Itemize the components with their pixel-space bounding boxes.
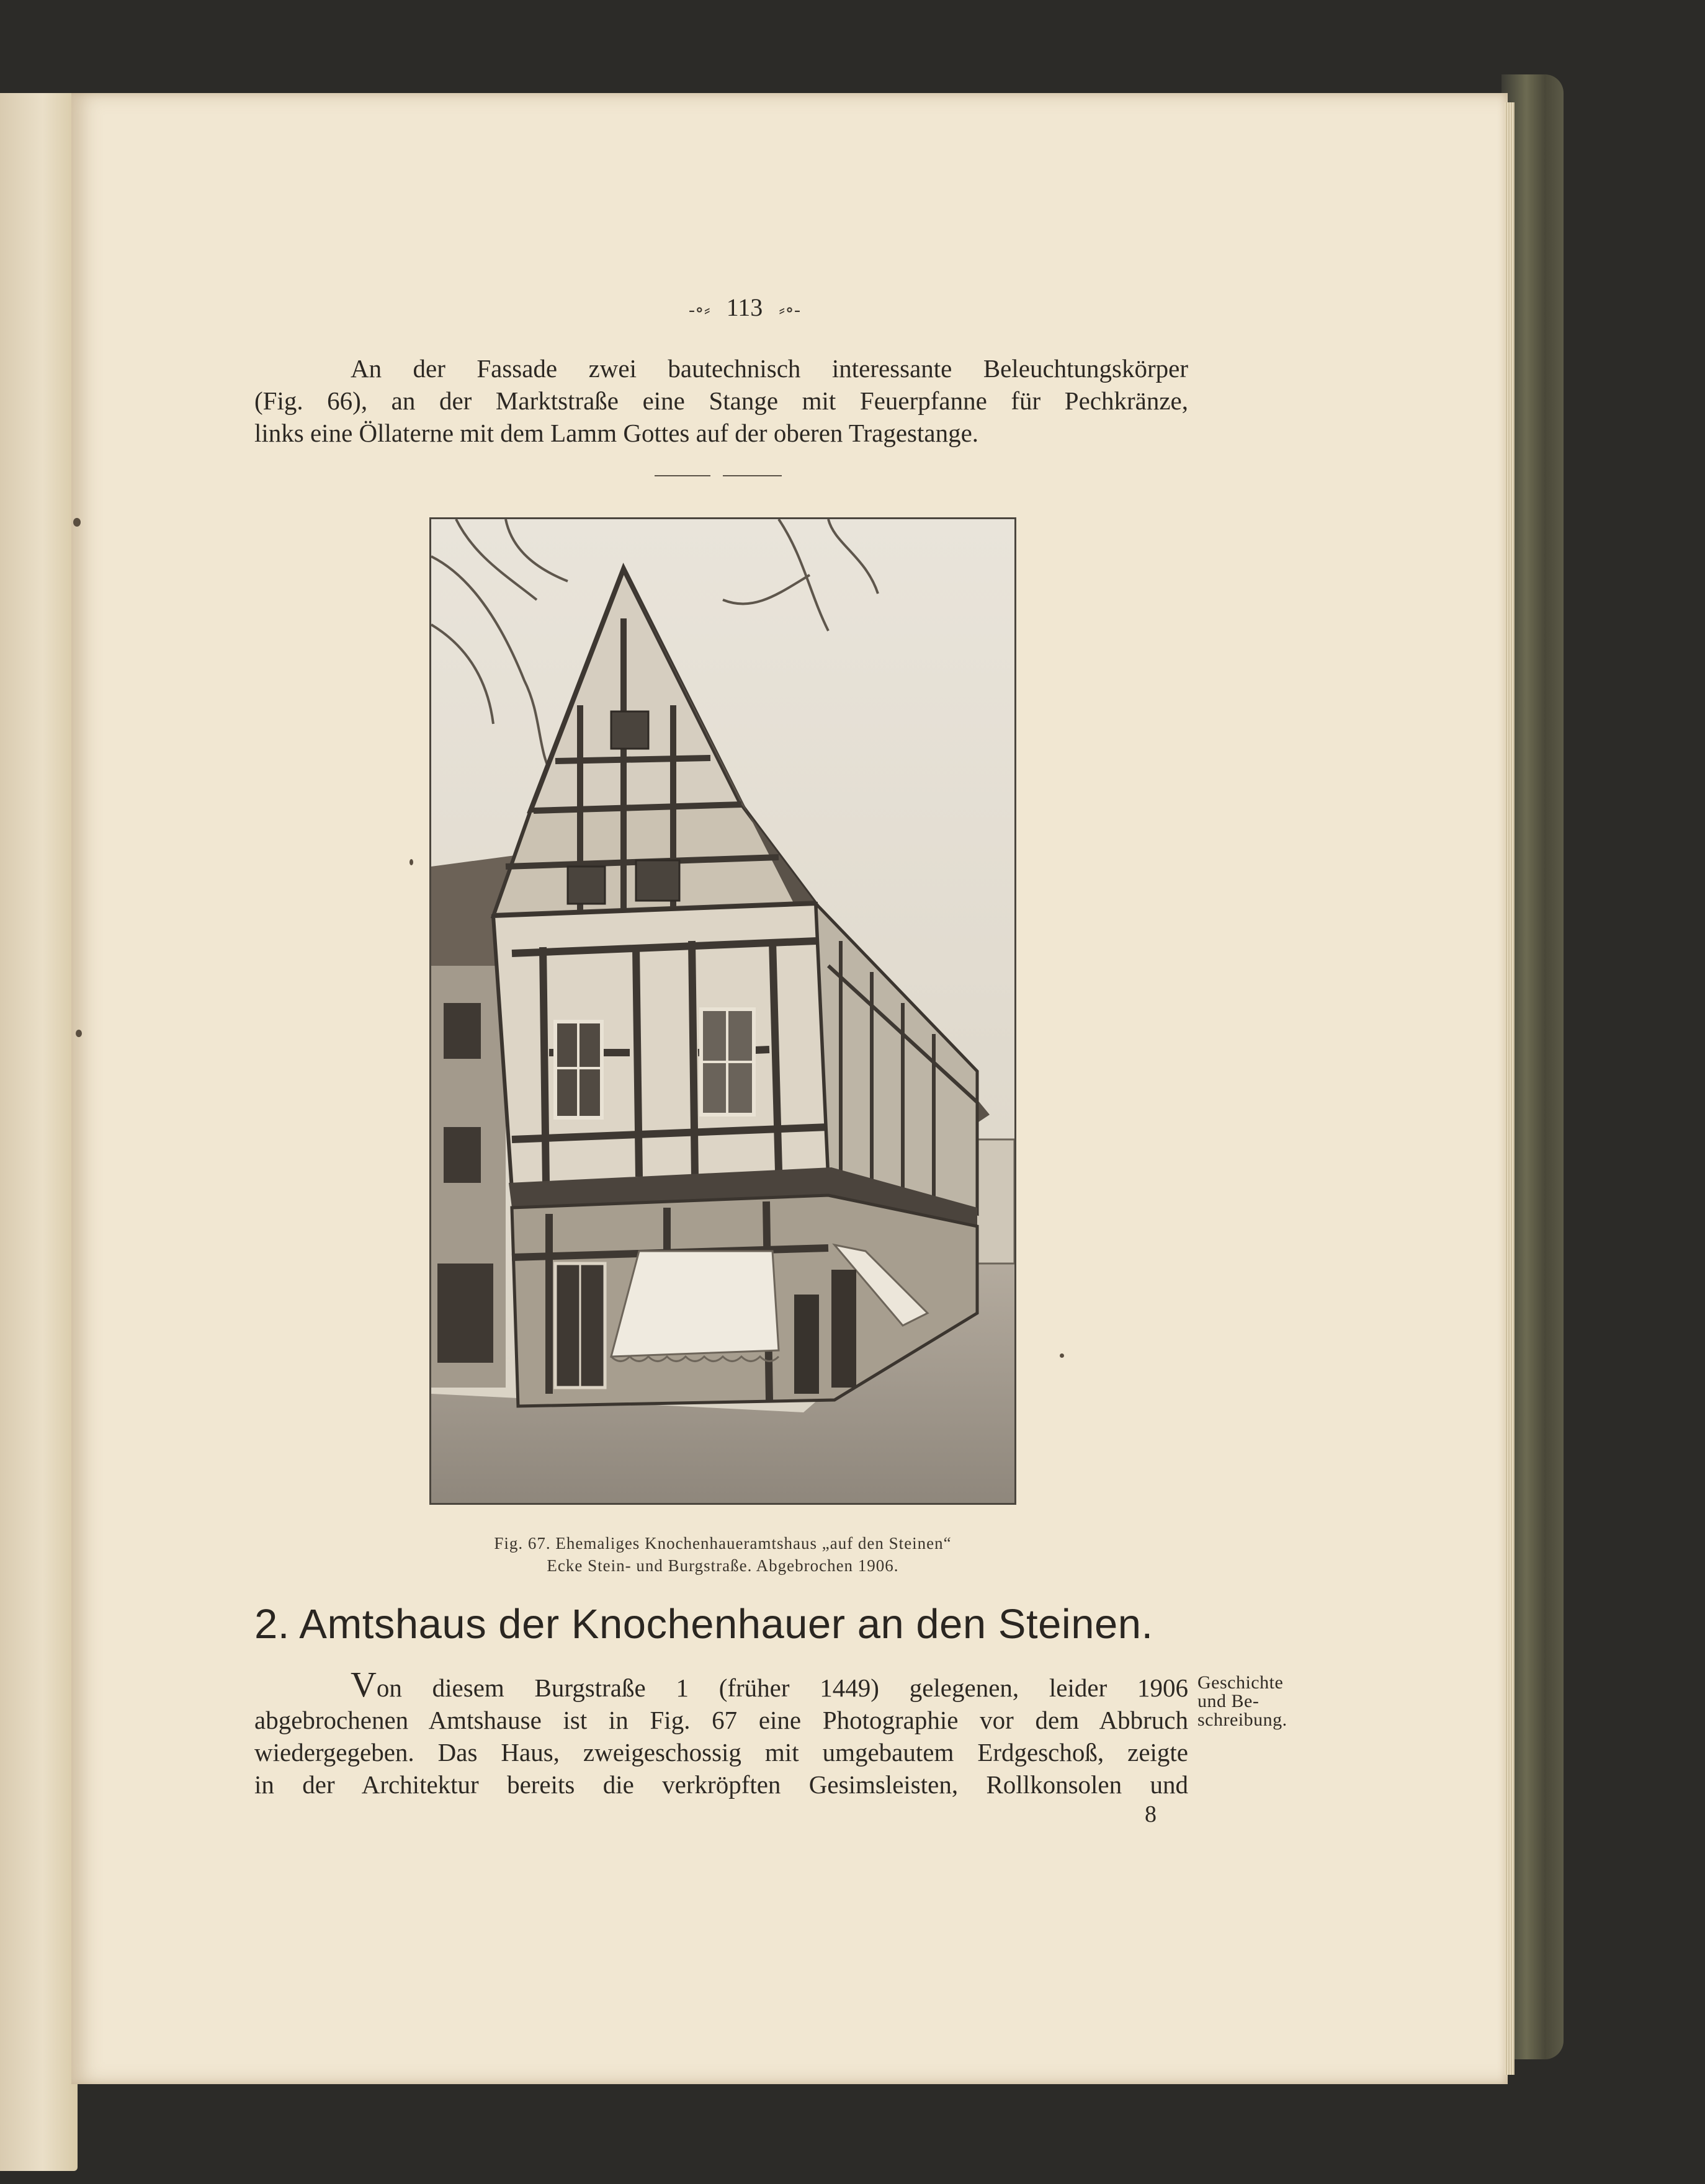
margin-note-line: schreibung. [1197,1709,1287,1730]
paper-speck [73,518,81,527]
page-number: 113 [726,293,763,321]
body-line: abgebrochenen Amtshause ist in Fig. 67 eine Photographie vor dem Abbruch [254,1706,1188,1734]
ornament-left: -∘⸗ [689,300,710,320]
ornament-right: ⸗∘- [779,300,800,320]
body-paragraph [254,1664,1188,1801]
paper-speck [409,859,413,865]
body-line-text: on diesem Burgstraße 1 (früher 1449) gelegenen, leider 1906 [376,1674,1188,1702]
caption-line: Fig. 67. Ehemaliges Knochenhaueramtshaus „auf den Steinen“ [494,1534,952,1553]
margin-note [1197,1674,1322,1729]
half-timbered-house-photo [431,519,1014,1503]
body-line: in der Architektur bereits die verkröpften Gesimsleisten, Rollkonsolen und [254,1770,1188,1799]
page-stack-edge [1505,102,1515,2075]
body-line-first [254,1664,1188,1705]
intro-line: An der Fassade zwei bautechnisch interessante Beleuchtungskörper [351,354,1188,383]
figure-photograph [429,517,1016,1505]
margin-note-line: und Be- [1197,1691,1260,1711]
page-header [620,293,869,322]
intro-paragraph [254,352,1188,449]
paper-speck [1060,1353,1064,1358]
signature-mark: 8 [1145,1801,1157,1827]
intro-line: links eine Öllaterne mit dem Lamm Gottes auf der oberen Tragestange. [254,419,979,447]
figure-caption [397,1532,1049,1577]
paper-speck [76,1030,82,1037]
caption-line: Ecke Stein- und Burgstraße. Abgebrochen 1906. [547,1556,899,1575]
facing-page-edge [0,93,78,2171]
section-divider [655,475,782,478]
intro-line: (Fig. 66), an der Marktstraße eine Stange mit Feuerpfanne für Pechkränze, [254,386,1188,415]
body-line: wiedergegeben. Das Haus, zweigeschossig mit umgebautem Erdgeschoß, zeigte [254,1738,1188,1767]
section-heading: 2. Amtshaus der Knochenhauer an den Steinen. [254,1601,1153,1647]
margin-note-line: Geschichte [1197,1672,1284,1693]
drop-cap: V [351,1664,377,1705]
